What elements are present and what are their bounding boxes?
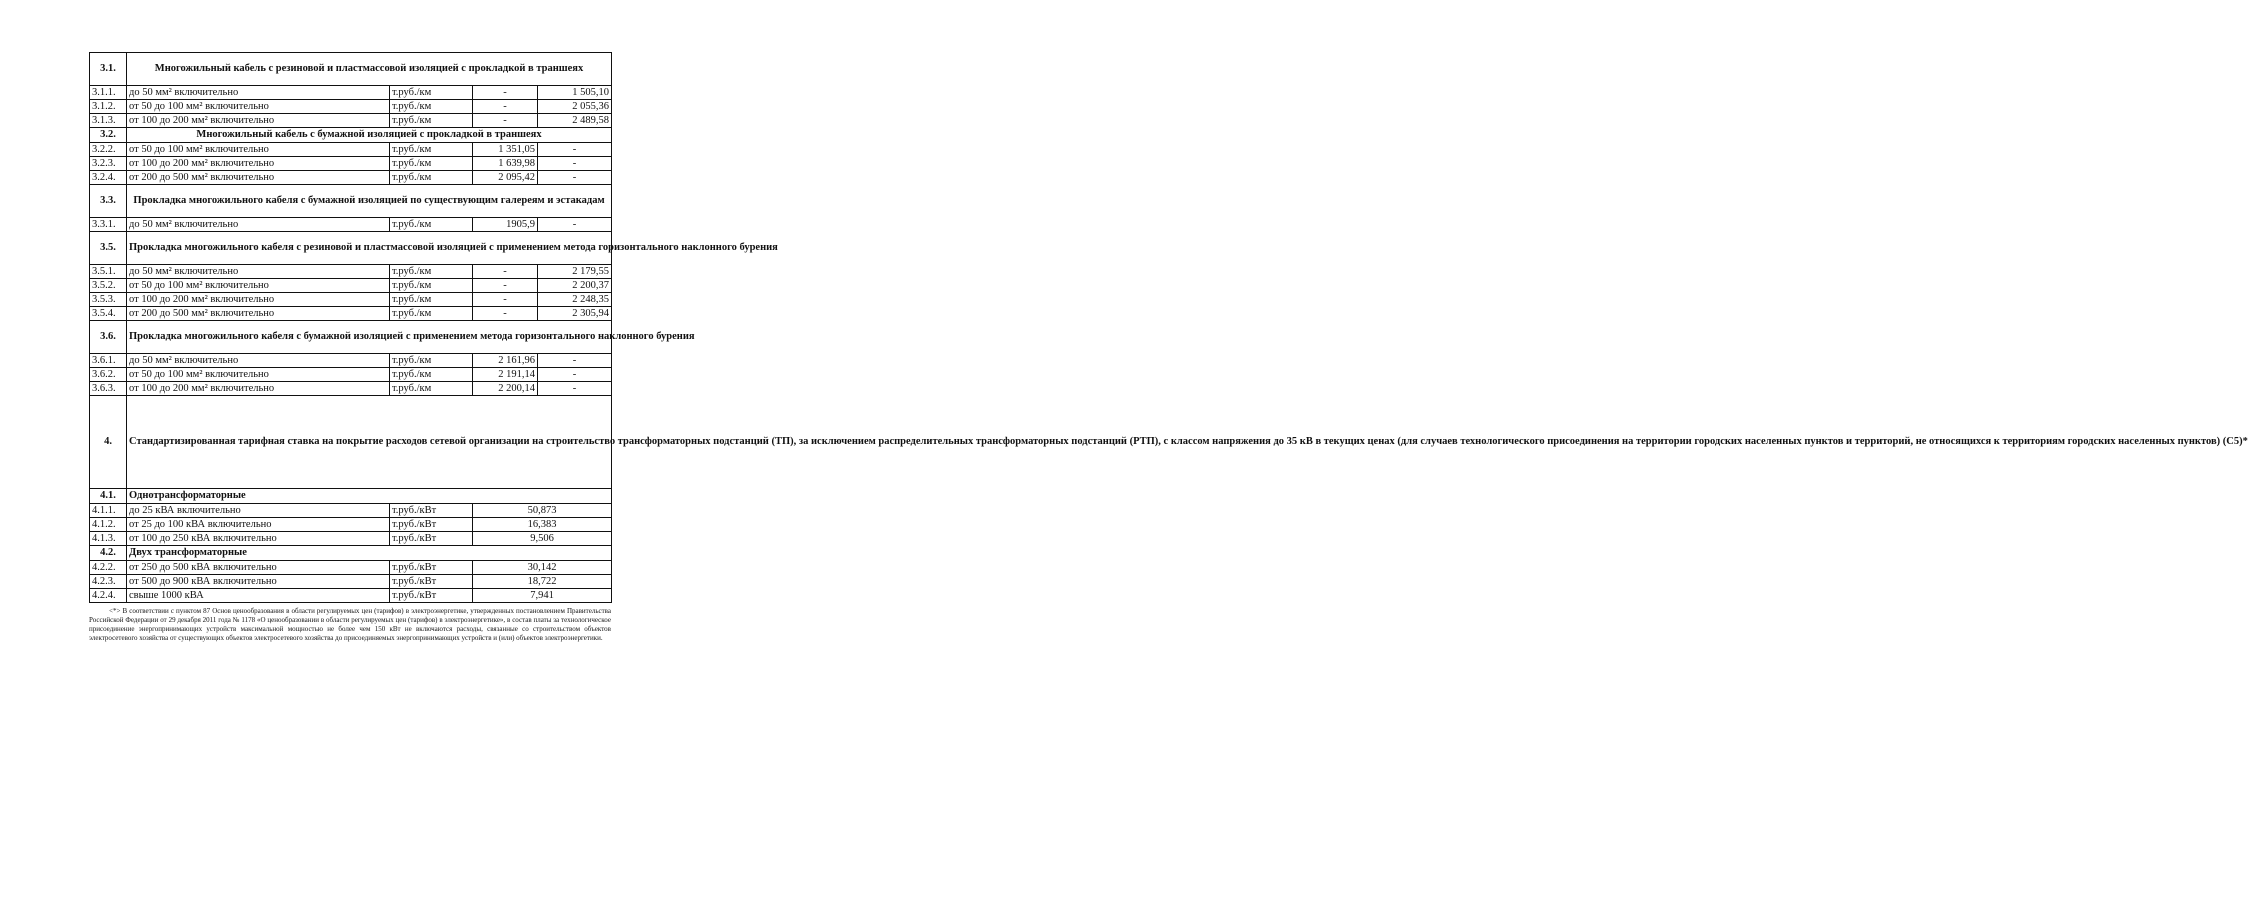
row-unit: т.руб./кВт [390,532,473,546]
row-description: от 100 до 200 мм² включительно [127,114,390,128]
section-title: Стандартизированная тарифная ставка на покрытие расходов сетевой организации на строительство трансформаторных подстанций (ТП), за исключением распределительных трансформаторных подстанций (РТП), с классом напряжения до 35 кВ в текущих ценах (для случаев технологического присоединения на территории городских населенных пунктов и территорий, не относящихся к территориям городских населенных пунктов) (С5)* [127,396,612,489]
row-value: 16,383 [473,518,612,532]
group-number: 4.2. [90,546,127,561]
row-value: 30,142 [473,561,612,575]
group-title: Двух трансформаторные [127,546,612,561]
row-description: от 50 до 100 мм² включительно [127,279,390,293]
row-value-1: 1 351,05 [473,143,538,157]
row-unit: т.руб./км [390,293,473,307]
row-value-1: - [473,114,538,128]
table-row [90,143,612,157]
row-number: 4.1.2. [90,518,127,532]
row-description: от 25 до 100 кВА включительно [127,518,390,532]
row-number: 3.3.1. [90,218,127,232]
table-row [90,504,612,518]
table-row [90,171,612,185]
section-number: 3.6. [90,321,127,354]
row-value-2: 2 248,35 [538,293,612,307]
row-value-1: 2 191,14 [473,368,538,382]
row-description: от 200 до 500 мм² включительно [127,307,390,321]
row-value-1: 1 639,98 [473,157,538,171]
row-number: 3.1.2. [90,100,127,114]
row-value-2: 2 055,36 [538,100,612,114]
row-unit: т.руб./км [390,86,473,100]
row-value-2: - [538,143,612,157]
group-title: Однотрансформаторные [127,489,612,504]
table-row [90,368,612,382]
row-value: 50,873 [473,504,612,518]
row-unit: т.руб./км [390,307,473,321]
tariff-table [89,52,2248,603]
section-number: 3.5. [90,232,127,265]
row-value-1: - [473,265,538,279]
row-value-2: - [538,382,612,396]
row-unit: т.руб./кВт [390,575,473,589]
row-unit: т.руб./км [390,354,473,368]
row-value-2: - [538,368,612,382]
row-value-2: - [538,218,612,232]
group-header-row [90,546,612,561]
table-row [90,279,612,293]
row-value-2: - [538,157,612,171]
row-unit: т.руб./км [390,157,473,171]
row-number: 3.5.4. [90,307,127,321]
row-unit: т.руб./км [390,382,473,396]
table-row [90,218,612,232]
table-row [90,307,612,321]
table-row [90,532,612,546]
row-number: 4.1.3. [90,532,127,546]
row-value-2: 2 200,37 [538,279,612,293]
row-description: от 250 до 500 кВА включительно [127,561,390,575]
group-number: 4.1. [90,489,127,504]
row-value: 18,722 [473,575,612,589]
row-number: 3.1.1. [90,86,127,100]
row-unit: т.руб./кВт [390,504,473,518]
row-value-2: - [538,354,612,368]
row-value-1: - [473,100,538,114]
section-number: 3.1. [90,53,127,86]
row-value-2: - [538,171,612,185]
section-title: Прокладка многожильного кабеля с бумажной изоляцией с применением метода горизонтального наклонного бурения [127,321,612,354]
row-description: до 25 кВА включительно [127,504,390,518]
row-number: 3.6.1. [90,354,127,368]
document-page [89,52,2248,643]
section-header-row [90,185,612,218]
row-unit: т.руб./км [390,368,473,382]
row-unit: т.руб./км [390,143,473,157]
table-row [90,354,612,368]
table-row [90,265,612,279]
row-description: от 100 до 200 мм² включительно [127,382,390,396]
row-number: 3.2.3. [90,157,127,171]
row-unit: т.руб./км [390,265,473,279]
tariff-table-body [90,53,2248,603]
table-row [90,518,612,532]
section-title: Многожильный кабель с бумажной изоляцией с прокладкой в траншеях [127,128,612,143]
section-header-row [90,321,612,354]
row-value: 7,941 [473,589,612,603]
section-title: Прокладка многожильного кабеля с резиновой и пластмассовой изоляцией с применением метода горизонтального наклонного бурения [127,232,612,265]
table-row [90,293,612,307]
row-description: от 100 до 250 кВА включительно [127,532,390,546]
row-number: 4.2.3. [90,575,127,589]
row-unit: т.руб./км [390,218,473,232]
section-title: Прокладка многожильного кабеля с бумажной изоляцией по существующим галереям и эстакадам [127,185,612,218]
row-value-1: - [473,279,538,293]
section-header-row [90,232,612,265]
row-number: 4.1.1. [90,504,127,518]
section-number: 3.2. [90,128,127,143]
row-description: от 500 до 900 кВА включительно [127,575,390,589]
row-description: от 200 до 500 мм² включительно [127,171,390,185]
row-unit: т.руб./км [390,100,473,114]
row-value-1: - [473,293,538,307]
table-row [90,86,612,100]
row-number: 4.2.2. [90,561,127,575]
section-number: 3.3. [90,185,127,218]
row-unit: т.руб./км [390,279,473,293]
row-description: до 50 мм² включительно [127,218,390,232]
row-unit: т.руб./кВт [390,561,473,575]
row-value-1: - [473,86,538,100]
row-unit: т.руб./кВт [390,518,473,532]
row-value-2: 1 505,10 [538,86,612,100]
row-number: 3.5.1. [90,265,127,279]
row-unit: т.руб./км [390,114,473,128]
section-header-row [90,53,612,86]
row-value-1: 2 095,42 [473,171,538,185]
table-row [90,114,612,128]
row-number: 3.5.3. [90,293,127,307]
footnote: <*> В соответствии с пунктом 87 Основ ценообразования в области регулируемых цен (тарифов) в электроэнергетике, утвержденных постановлением Правительства Российской Федерации от 29 декабря 2011 года № 1178 «О ценообразовании в области регулируемых цен (тарифов) в электроэнергетике», в состав платы за технологическое присоединение энергопринимающих устройств максимальной мощностью не более чем 150 кВт не включаются расходы, связанные со строительством объектов электросетевого хозяйства от существующих объектов электросетевого хозяйства до присоединяемых энергопринимающих устройств и (или) объектов электроэнергетики. [89,607,611,642]
table-row [90,575,612,589]
section-title: Многожильный кабель с резиновой и пластмассовой изоляцией с прокладкой в траншеях [127,53,612,86]
table-row [90,100,612,114]
section-header-row [90,396,612,489]
row-number: 3.1.3. [90,114,127,128]
row-description: до 50 мм² включительно [127,265,390,279]
row-number: 3.2.2. [90,143,127,157]
row-description: от 50 до 100 мм² включительно [127,368,390,382]
row-value-1: - [473,307,538,321]
row-value-1: 2 200,14 [473,382,538,396]
table-row [90,157,612,171]
row-description: от 50 до 100 мм² включительно [127,143,390,157]
row-description: до 50 мм² включительно [127,354,390,368]
row-number: 3.5.2. [90,279,127,293]
row-value-2: 2 305,94 [538,307,612,321]
row-value-2: 2 489,58 [538,114,612,128]
row-value-1: 2 161,96 [473,354,538,368]
row-unit: т.руб./кВт [390,589,473,603]
section-header-row [90,128,612,143]
row-number: 3.2.4. [90,171,127,185]
row-value: 9,506 [473,532,612,546]
row-description: свыше 1000 кВА [127,589,390,603]
row-value-2: 2 179,55 [538,265,612,279]
row-number: 3.6.3. [90,382,127,396]
row-unit: т.руб./км [390,171,473,185]
row-description: от 100 до 200 мм² включительно [127,157,390,171]
group-header-row [90,489,612,504]
table-row [90,382,612,396]
table-row [90,561,612,575]
row-value-1: 1905,9 [473,218,538,232]
table-row [90,589,612,603]
section-number: 4. [90,396,127,489]
row-number: 4.2.4. [90,589,127,603]
row-description: от 100 до 200 мм² включительно [127,293,390,307]
row-description: от 50 до 100 мм² включительно [127,100,390,114]
row-number: 3.6.2. [90,368,127,382]
row-description: до 50 мм² включительно [127,86,390,100]
